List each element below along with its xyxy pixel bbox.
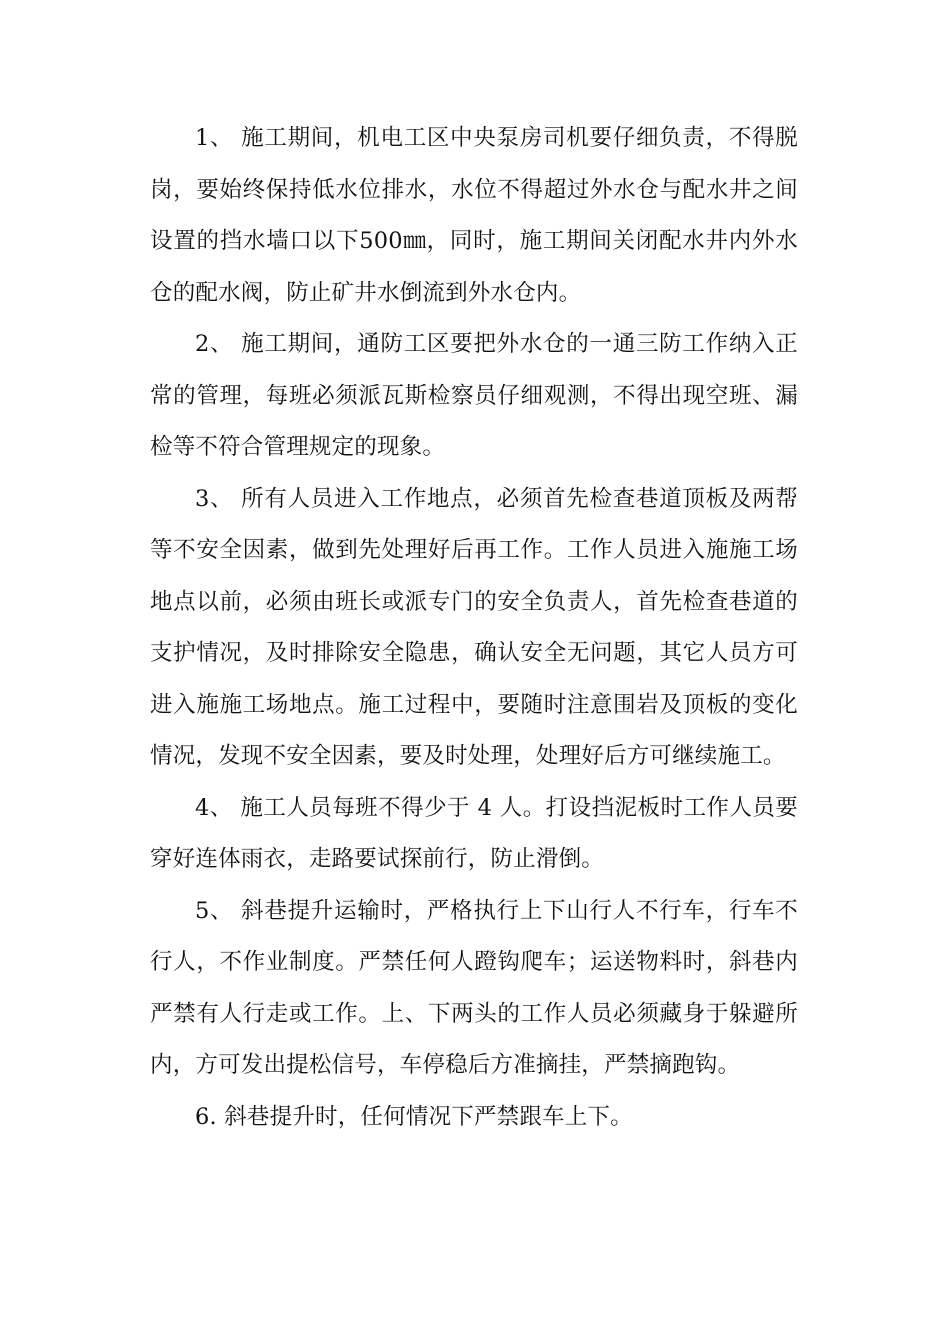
- paragraph-5: 5、 斜巷提升运输时，严格执行上下山行人不行车，行车不行人，不作业制度。严禁任何人蹬钩爬车；运送物料时，斜巷内严禁有人行走或工作。上、下两头的工作人员必须藏身于躲避所内，方可发出提松信号，车停稳后方准摘挂，严禁摘跑钩。: [150, 897, 798, 1078]
- document-body: [150, 113, 798, 1143]
- paragraph-3: 3、 所有人员进入工作地点，必须首先检查巷道顶板及两帮等不安全因素，做到先处理好后再工作。工作人员进入施施工场地点以前，必须由班长或派专门的安全负责人，首先检查巷道的支护情况，及时排除安全隐患，确认安全无问题，其它人员方可进入施施工场地点。施工过程中，要随时注意围岩及顶板的变化情况，发现不安全因素，要及时处理，处理好后方可继续施工。: [150, 485, 798, 769]
- paragraph-4: 4、 施工人员每班不得少于 4 人。打设挡泥板时工作人员要穿好连体雨衣，走路要试探前行，防止滑倒。: [150, 794, 798, 872]
- paragraph-1: 1、 施工期间，机电工区中央泵房司机要仔细负责，不得脱岗，要始终保持低水位排水，水位不得超过外水仓与配水井之间设置的挡水墙口以下500㎜，同时，施工期间关闭配水井内外水仓的配水阀，防止矿井水倒流到外水仓内。: [150, 125, 798, 306]
- paragraph-6: 6. 斜巷提升时，任何情况下严禁跟车上下。: [195, 1103, 633, 1130]
- paragraph-2: 2、 施工期间，通防工区要把外水仓的一通三防工作纳入正常的管理，每班必须派瓦斯检察员仔细观测，不得出现空班、漏检等不符合管理规定的现象。: [150, 331, 798, 460]
